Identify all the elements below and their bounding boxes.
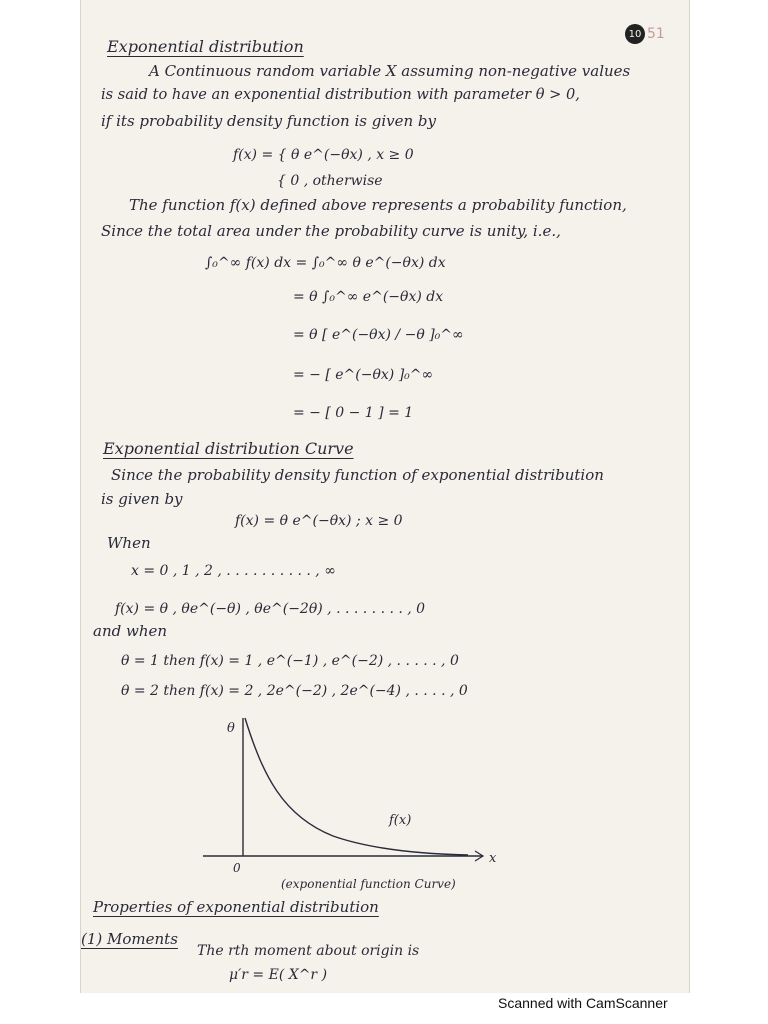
pdf-restated: f(x) = θ e^(−θx) ; x ≥ 0 bbox=[235, 513, 403, 529]
graph-origin-label: 0 bbox=[233, 861, 241, 875]
fx-values-row: f(x) = θ , θe^(−θ) , θe^(−2θ) , . . . . . . . . , 0 bbox=[115, 601, 426, 617]
graph-y-label: θ bbox=[227, 721, 235, 736]
page-circle-mark: 10 bbox=[625, 24, 645, 44]
paragraph-line: A Continuous random variable X assuming non-negative values bbox=[149, 62, 631, 80]
integral-step: ∫₀^∞ f(x) dx = ∫₀^∞ θ e^(−θx) dx bbox=[205, 255, 446, 271]
paragraph-line: Since the probability density function of exponential distribution bbox=[111, 466, 604, 484]
moments-label: (1) Moments bbox=[81, 930, 178, 948]
paragraph-line: Since the total area under the probability curve is unity, i.e., bbox=[101, 222, 561, 240]
paragraph-line: is given by bbox=[101, 490, 183, 508]
notes-page bbox=[80, 0, 690, 993]
x-values-row: x = 0 , 1 , 2 , . . . . . . . . . . , ∞ bbox=[131, 563, 336, 579]
theta-2-row: θ = 2 then f(x) = 2 , 2e^(−2) , 2e^(−4) , . . . . , 0 bbox=[121, 683, 468, 699]
moments-text: The rth moment about origin is bbox=[197, 943, 420, 959]
page-number-badge bbox=[625, 24, 665, 44]
when-label: When bbox=[107, 534, 151, 552]
integral-step: = θ ∫₀^∞ e^(−θx) dx bbox=[293, 289, 444, 305]
graph-x-label: x bbox=[489, 851, 497, 866]
paragraph-line: is said to have an exponential distribution with parameter θ > 0, bbox=[101, 86, 580, 103]
scanner-watermark: Scanned with CamScanner bbox=[498, 995, 668, 1011]
graph-curve-label: f(x) bbox=[389, 813, 412, 828]
heading-properties: Properties of exponential distribution bbox=[93, 898, 379, 916]
pdf-definition-otherwise: { 0 , otherwise bbox=[277, 173, 383, 189]
and-when-label: and when bbox=[93, 622, 168, 640]
pdf-definition: f(x) = { θ e^(−θx) , x ≥ 0 bbox=[233, 147, 414, 163]
decay-curve bbox=[245, 718, 468, 855]
integral-step: = θ [ e^(−θx) / −θ ]₀^∞ bbox=[293, 327, 464, 343]
heading-exponential-distribution: Exponential distribution bbox=[107, 37, 304, 56]
paragraph-line: if its probability density function is given by bbox=[101, 112, 437, 130]
moments-formula: μ′r = E( X^r ) bbox=[229, 967, 328, 983]
integral-step: = − [ e^(−θx) ]₀^∞ bbox=[293, 367, 434, 383]
heading-distribution-curve: Exponential distribution Curve bbox=[103, 439, 354, 458]
page-number: 51 bbox=[647, 26, 665, 42]
theta-1-row: θ = 1 then f(x) = 1 , e^(−1) , e^(−2) , . . . . . , 0 bbox=[121, 653, 459, 669]
integral-step: = − [ 0 − 1 ] = 1 bbox=[293, 405, 414, 421]
graph-caption: (exponential function Curve) bbox=[281, 877, 456, 891]
paragraph-line: The function f(x) defined above represents a probability function, bbox=[129, 196, 627, 214]
exponential-curve-sketch bbox=[193, 706, 513, 896]
